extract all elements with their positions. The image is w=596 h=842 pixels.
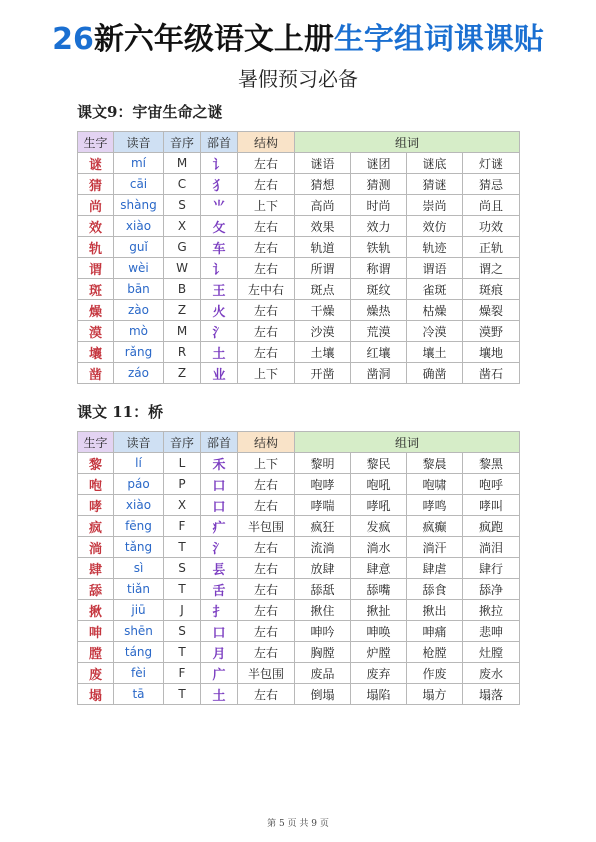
word-cell: 塌方 xyxy=(407,684,463,705)
header-pinyin: 读音 xyxy=(114,432,164,453)
word-cell: 土壤 xyxy=(295,342,351,363)
initial-cell: Z xyxy=(164,363,201,384)
word-cell: 灯谜 xyxy=(463,153,520,174)
header-words: 组词 xyxy=(295,432,520,453)
radical-cell: 镸 xyxy=(201,558,238,579)
word-cell: 灶膛 xyxy=(463,642,520,663)
structure-cell: 左右 xyxy=(238,642,295,663)
word-cell: 谜底 xyxy=(407,153,463,174)
pinyin-cell: páo xyxy=(114,474,164,495)
table-row xyxy=(78,684,520,705)
header-char: 生字 xyxy=(78,132,114,153)
pinyin-cell: xiào xyxy=(114,495,164,516)
word-cell: 揪住 xyxy=(295,600,351,621)
pinyin-cell: tā xyxy=(114,684,164,705)
word-cell: 铁轨 xyxy=(351,237,407,258)
word-cell: 舔食 xyxy=(407,579,463,600)
table-row xyxy=(78,153,520,174)
initial-cell: F xyxy=(164,663,201,684)
char-cell: 塌 xyxy=(78,684,114,705)
initial-cell: S xyxy=(164,558,201,579)
word-cell: 开凿 xyxy=(295,363,351,384)
initial-cell: L xyxy=(164,453,201,474)
pinyin-cell: bān xyxy=(114,279,164,300)
word-cell: 确凿 xyxy=(407,363,463,384)
word-cell: 猜谜 xyxy=(407,174,463,195)
word-cell: 枯燥 xyxy=(407,300,463,321)
word-cell: 黎黑 xyxy=(463,453,520,474)
word-cell: 疯癫 xyxy=(407,516,463,537)
initial-cell: S xyxy=(164,621,201,642)
table-row xyxy=(78,195,520,216)
word-cell: 黎民 xyxy=(351,453,407,474)
word-cell: 淌汗 xyxy=(407,537,463,558)
table-row xyxy=(78,600,520,621)
structure-cell: 左右 xyxy=(238,621,295,642)
initial-cell: Z xyxy=(164,300,201,321)
word-cell: 凿石 xyxy=(463,363,520,384)
initial-cell: P xyxy=(164,474,201,495)
radical-cell: 疒 xyxy=(201,516,238,537)
radical-cell: 口 xyxy=(201,495,238,516)
word-cell: 谓之 xyxy=(463,258,520,279)
table-row xyxy=(78,495,520,516)
pinyin-cell: cāi xyxy=(114,174,164,195)
radical-cell: ⺌ xyxy=(201,195,238,216)
header-radical: 部首 xyxy=(201,432,238,453)
vocab-table-lesson11 xyxy=(77,431,520,705)
pinyin-cell: xiào xyxy=(114,216,164,237)
initial-cell: T xyxy=(164,537,201,558)
radical-cell: 王 xyxy=(201,279,238,300)
table-row xyxy=(78,537,520,558)
initial-cell: S xyxy=(164,195,201,216)
table-row xyxy=(78,279,520,300)
char-cell: 废 xyxy=(78,663,114,684)
word-cell: 冷漠 xyxy=(407,321,463,342)
word-cell: 正轨 xyxy=(463,237,520,258)
char-cell: 黎 xyxy=(78,453,114,474)
table-row xyxy=(78,474,520,495)
header-words: 组词 xyxy=(295,132,520,153)
word-cell: 壤土 xyxy=(407,342,463,363)
structure-cell: 上下 xyxy=(238,363,295,384)
char-cell: 咆 xyxy=(78,474,114,495)
header-structure: 结构 xyxy=(238,132,295,153)
word-cell: 废品 xyxy=(295,663,351,684)
word-cell: 咆吼 xyxy=(351,474,407,495)
pinyin-cell: shàng xyxy=(114,195,164,216)
word-cell: 哮喘 xyxy=(295,495,351,516)
table-row xyxy=(78,321,520,342)
initial-cell: T xyxy=(164,579,201,600)
word-cell: 枪膛 xyxy=(407,642,463,663)
char-cell: 肆 xyxy=(78,558,114,579)
header-pinyin: 读音 xyxy=(114,132,164,153)
char-cell: 哮 xyxy=(78,495,114,516)
pinyin-cell: sì xyxy=(114,558,164,579)
radical-cell: 讠 xyxy=(201,258,238,279)
word-cell: 雀斑 xyxy=(407,279,463,300)
word-cell: 效仿 xyxy=(407,216,463,237)
pinyin-cell: guǐ xyxy=(114,237,164,258)
word-cell: 尚且 xyxy=(463,195,520,216)
word-cell: 肆虐 xyxy=(407,558,463,579)
structure-cell: 左右 xyxy=(238,300,295,321)
header-initial: 音序 xyxy=(164,432,201,453)
structure-cell: 左右 xyxy=(238,258,295,279)
structure-cell: 左右 xyxy=(238,321,295,342)
char-cell: 谜 xyxy=(78,153,114,174)
radical-cell: 讠 xyxy=(201,153,238,174)
word-cell: 斑纹 xyxy=(351,279,407,300)
word-cell: 舔净 xyxy=(463,579,520,600)
word-cell: 呻吟 xyxy=(295,621,351,642)
word-cell: 谓语 xyxy=(407,258,463,279)
word-cell: 斑痕 xyxy=(463,279,520,300)
initial-cell: M xyxy=(164,321,201,342)
structure-cell: 左右 xyxy=(238,684,295,705)
word-cell: 废弃 xyxy=(351,663,407,684)
radical-cell: 广 xyxy=(201,663,238,684)
word-cell: 称谓 xyxy=(351,258,407,279)
title-part-number: 26 xyxy=(52,22,94,57)
pinyin-cell: mí xyxy=(114,153,164,174)
pinyin-cell: wèi xyxy=(114,258,164,279)
word-cell: 斑点 xyxy=(295,279,351,300)
word-cell: 揪出 xyxy=(407,600,463,621)
structure-cell: 左右 xyxy=(238,216,295,237)
char-cell: 揪 xyxy=(78,600,114,621)
word-cell: 哮吼 xyxy=(351,495,407,516)
char-cell: 斑 xyxy=(78,279,114,300)
table-row xyxy=(78,621,520,642)
header-char: 生字 xyxy=(78,432,114,453)
word-cell: 猜测 xyxy=(351,174,407,195)
pinyin-cell: mò xyxy=(114,321,164,342)
page-footer: 第 5 页 共 9 页 xyxy=(267,819,329,829)
initial-cell: X xyxy=(164,216,201,237)
title-part-grade: 新六年级语文上册 xyxy=(93,22,334,57)
initial-cell: X xyxy=(164,495,201,516)
pinyin-cell: zào xyxy=(114,300,164,321)
word-cell: 舔舐 xyxy=(295,579,351,600)
section-title-lesson11: 课文 11：桥 xyxy=(77,403,164,421)
word-cell: 倒塌 xyxy=(295,684,351,705)
structure-cell: 半包围 xyxy=(238,516,295,537)
table-header-row xyxy=(78,132,520,153)
char-cell: 漠 xyxy=(78,321,114,342)
word-cell: 猜忌 xyxy=(463,174,520,195)
word-cell: 燥裂 xyxy=(463,300,520,321)
table-row xyxy=(78,363,520,384)
vocab-table-lesson9 xyxy=(77,131,520,384)
word-cell: 时尚 xyxy=(351,195,407,216)
word-cell: 效力 xyxy=(351,216,407,237)
initial-cell: T xyxy=(164,684,201,705)
pinyin-cell: lí xyxy=(114,453,164,474)
initial-cell: C xyxy=(164,174,201,195)
word-cell: 淌水 xyxy=(351,537,407,558)
radical-cell: 火 xyxy=(201,300,238,321)
table-row xyxy=(78,258,520,279)
header-initial: 音序 xyxy=(164,132,201,153)
word-cell: 所谓 xyxy=(295,258,351,279)
char-cell: 壤 xyxy=(78,342,114,363)
structure-cell: 左右 xyxy=(238,237,295,258)
header-radical: 部首 xyxy=(201,132,238,153)
table-row xyxy=(78,342,520,363)
word-cell: 悲呻 xyxy=(463,621,520,642)
word-cell: 燥热 xyxy=(351,300,407,321)
structure-cell: 左右 xyxy=(238,474,295,495)
pinyin-cell: fēng xyxy=(114,516,164,537)
word-cell: 作废 xyxy=(407,663,463,684)
word-cell: 塌落 xyxy=(463,684,520,705)
structure-cell: 左右 xyxy=(238,537,295,558)
word-cell: 黎晨 xyxy=(407,453,463,474)
radical-cell: 犭 xyxy=(201,174,238,195)
structure-cell: 上下 xyxy=(238,195,295,216)
radical-cell: 口 xyxy=(201,474,238,495)
initial-cell: B xyxy=(164,279,201,300)
structure-cell: 半包围 xyxy=(238,663,295,684)
structure-cell: 左右 xyxy=(238,579,295,600)
char-cell: 凿 xyxy=(78,363,114,384)
word-cell: 崇尚 xyxy=(407,195,463,216)
word-cell: 荒漠 xyxy=(351,321,407,342)
char-cell: 舔 xyxy=(78,579,114,600)
word-cell: 塌陷 xyxy=(351,684,407,705)
page-subtitle: 暑假预习必备 xyxy=(238,67,358,91)
pinyin-cell: fèi xyxy=(114,663,164,684)
table-row xyxy=(78,300,520,321)
structure-cell: 左右 xyxy=(238,495,295,516)
radical-cell: 氵 xyxy=(201,321,238,342)
char-cell: 膛 xyxy=(78,642,114,663)
char-cell: 谓 xyxy=(78,258,114,279)
pinyin-cell: záo xyxy=(114,363,164,384)
header-structure: 结构 xyxy=(238,432,295,453)
word-cell: 功效 xyxy=(463,216,520,237)
initial-cell: T xyxy=(164,642,201,663)
char-cell: 尚 xyxy=(78,195,114,216)
char-cell: 燥 xyxy=(78,300,114,321)
word-cell: 轨道 xyxy=(295,237,351,258)
word-cell: 舔嘴 xyxy=(351,579,407,600)
structure-cell: 左右 xyxy=(238,342,295,363)
char-cell: 猜 xyxy=(78,174,114,195)
table-row xyxy=(78,558,520,579)
table-row xyxy=(78,237,520,258)
word-cell: 凿洞 xyxy=(351,363,407,384)
radical-cell: 土 xyxy=(201,684,238,705)
word-cell: 轨迹 xyxy=(407,237,463,258)
word-cell: 呻痛 xyxy=(407,621,463,642)
word-cell: 揪拉 xyxy=(463,600,520,621)
word-cell: 壤地 xyxy=(463,342,520,363)
char-cell: 轨 xyxy=(78,237,114,258)
word-cell: 哮鸣 xyxy=(407,495,463,516)
word-cell: 疯跑 xyxy=(463,516,520,537)
table-row xyxy=(78,516,520,537)
pinyin-cell: jiū xyxy=(114,600,164,621)
radical-cell: 扌 xyxy=(201,600,238,621)
word-cell: 揪扯 xyxy=(351,600,407,621)
initial-cell: G xyxy=(164,237,201,258)
word-cell: 疯狂 xyxy=(295,516,351,537)
pinyin-cell: shēn xyxy=(114,621,164,642)
radical-cell: 口 xyxy=(201,621,238,642)
word-cell: 发疯 xyxy=(351,516,407,537)
word-cell: 红壤 xyxy=(351,342,407,363)
initial-cell: M xyxy=(164,153,201,174)
char-cell: 效 xyxy=(78,216,114,237)
radical-cell: 土 xyxy=(201,342,238,363)
structure-cell: 左右 xyxy=(238,174,295,195)
word-cell: 咆啸 xyxy=(407,474,463,495)
table-row xyxy=(78,453,520,474)
word-cell: 肆行 xyxy=(463,558,520,579)
char-cell: 疯 xyxy=(78,516,114,537)
word-cell: 漠野 xyxy=(463,321,520,342)
pinyin-cell: táng xyxy=(114,642,164,663)
radical-cell: 氵 xyxy=(201,537,238,558)
word-cell: 沙漠 xyxy=(295,321,351,342)
word-cell: 淌泪 xyxy=(463,537,520,558)
word-cell: 干燥 xyxy=(295,300,351,321)
radical-cell: 攵 xyxy=(201,216,238,237)
char-cell: 淌 xyxy=(78,537,114,558)
word-cell: 胸膛 xyxy=(295,642,351,663)
word-cell: 谜语 xyxy=(295,153,351,174)
table-row xyxy=(78,579,520,600)
initial-cell: F xyxy=(164,516,201,537)
word-cell: 呻唤 xyxy=(351,621,407,642)
structure-cell: 左右 xyxy=(238,600,295,621)
initial-cell: R xyxy=(164,342,201,363)
structure-cell: 左右 xyxy=(238,558,295,579)
word-cell: 高尚 xyxy=(295,195,351,216)
table-row xyxy=(78,642,520,663)
structure-cell: 左中右 xyxy=(238,279,295,300)
word-cell: 谜团 xyxy=(351,153,407,174)
pinyin-cell: tiǎn xyxy=(114,579,164,600)
char-cell: 呻 xyxy=(78,621,114,642)
title-part-topic: 生字组词课课贴 xyxy=(333,22,544,57)
radical-cell: 禾 xyxy=(201,453,238,474)
radical-cell: 月 xyxy=(201,642,238,663)
word-cell: 咆哮 xyxy=(295,474,351,495)
structure-cell: 左右 xyxy=(238,153,295,174)
radical-cell: 业 xyxy=(201,363,238,384)
section-title-lesson9: 课文9：宇宙生命之谜 xyxy=(77,103,223,121)
radical-cell: 舌 xyxy=(201,579,238,600)
table-row xyxy=(78,174,520,195)
word-cell: 肆意 xyxy=(351,558,407,579)
table-row xyxy=(78,663,520,684)
page-title xyxy=(0,22,596,58)
radical-cell: 车 xyxy=(201,237,238,258)
word-cell: 效果 xyxy=(295,216,351,237)
table-row xyxy=(78,216,520,237)
word-cell: 黎明 xyxy=(295,453,351,474)
table-header-row xyxy=(78,432,520,453)
word-cell: 猜想 xyxy=(295,174,351,195)
structure-cell: 上下 xyxy=(238,453,295,474)
word-cell: 咆呼 xyxy=(463,474,520,495)
word-cell: 哮叫 xyxy=(463,495,520,516)
word-cell: 炉膛 xyxy=(351,642,407,663)
initial-cell: J xyxy=(164,600,201,621)
word-cell: 流淌 xyxy=(295,537,351,558)
initial-cell: W xyxy=(164,258,201,279)
word-cell: 废水 xyxy=(463,663,520,684)
pinyin-cell: tǎng xyxy=(114,537,164,558)
word-cell: 放肆 xyxy=(295,558,351,579)
pinyin-cell: rǎng xyxy=(114,342,164,363)
